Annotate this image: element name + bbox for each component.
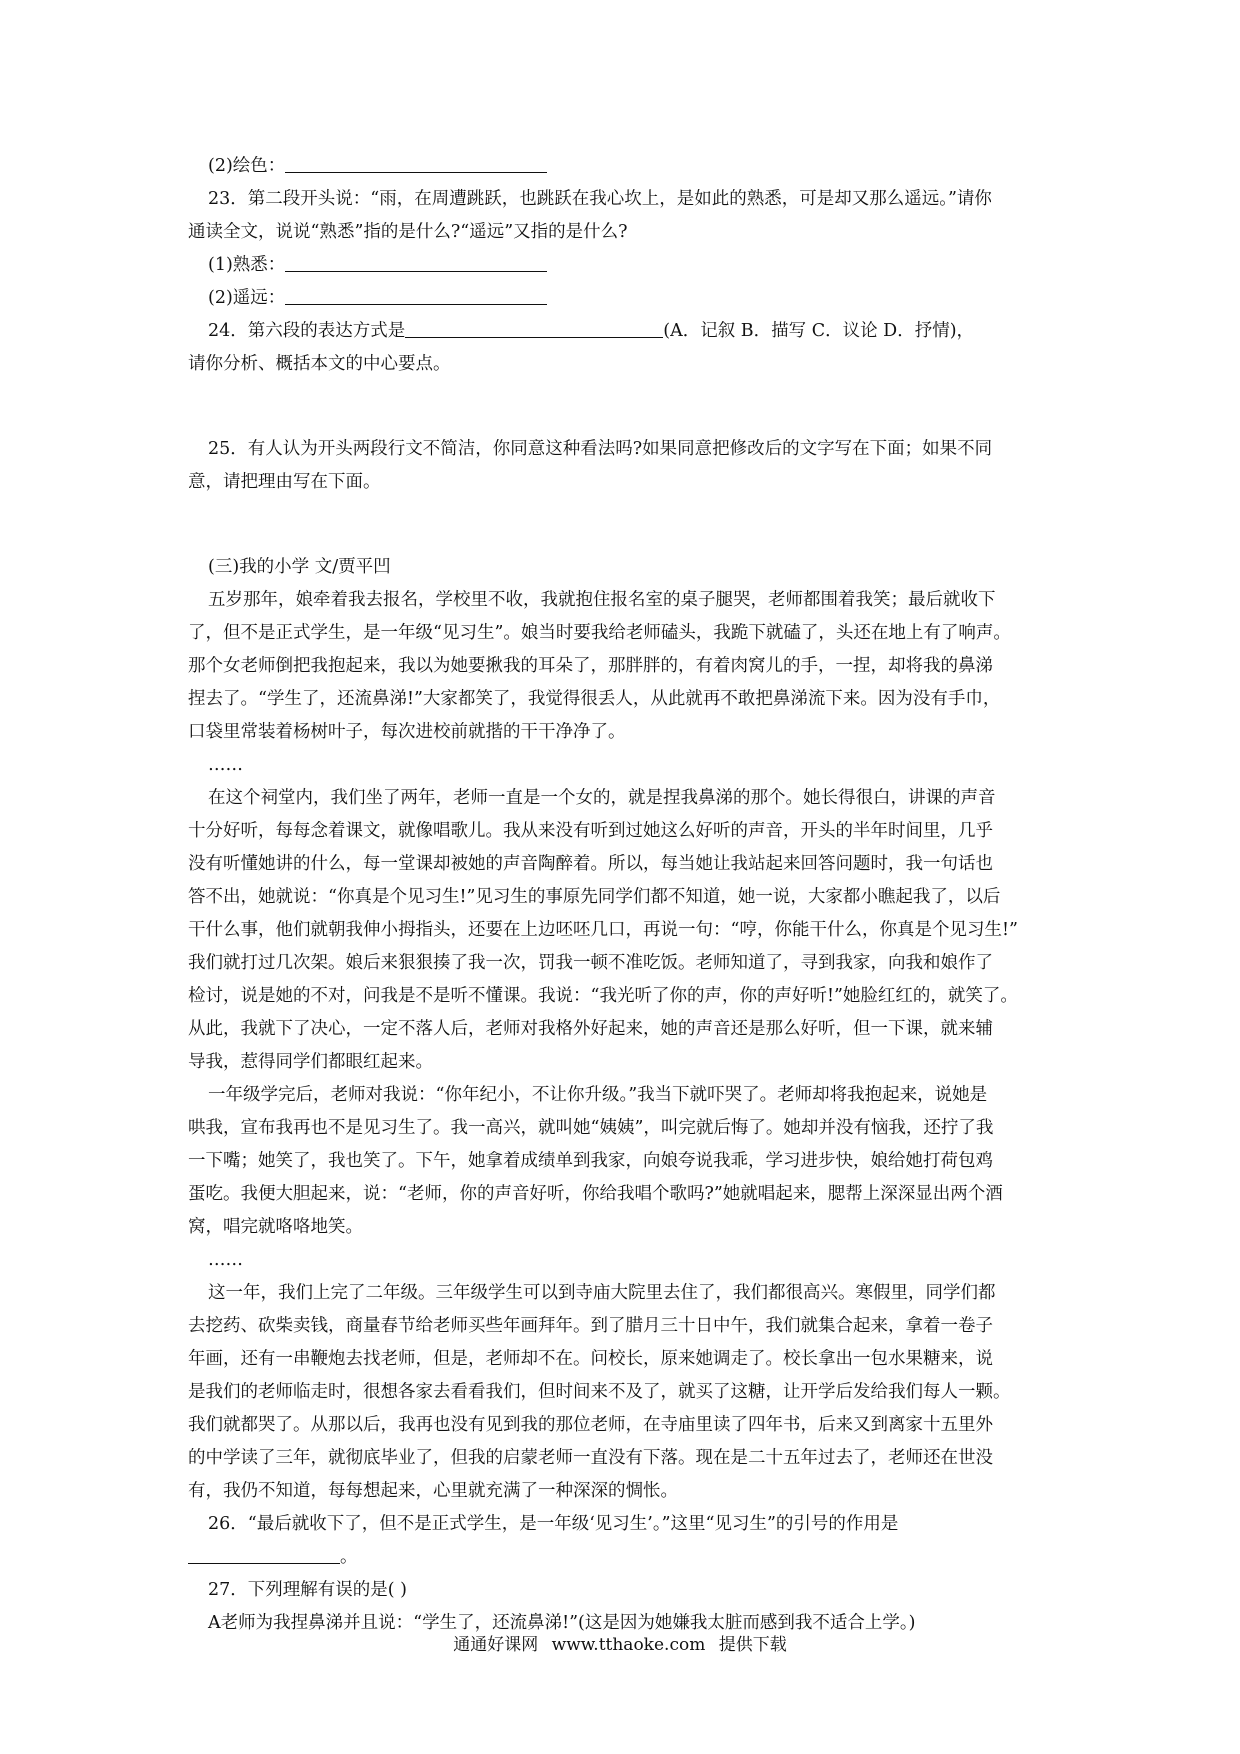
passage-line: 口袋里常装着杨树叶子，每次进校前就揩的干干净净了。 xyxy=(188,722,626,742)
passage-line: 去挖药、砍柴卖钱，商量春节给老师买些年画拜年。到了腊月三十日中午，我们就集合起来，拿着一卷子 xyxy=(188,1316,993,1336)
passage-line: 是我们的老师临走时，很想各家去看看我们，但时间来不及了，就买了这糖，让开学后发给我们每人一颗。 xyxy=(188,1382,1011,1402)
q24-options: (A．记叙 B．描写 C．议论 D．抒情)， xyxy=(663,321,975,341)
q27-option-a: A老师为我捏鼻涕并且说：“学生了，还流鼻涕!”(这是因为她嫌我太脏而感到我不适合上学。) xyxy=(208,1613,916,1633)
passage-line: 窝，唱完就咯咯地笑。 xyxy=(188,1217,363,1237)
passage-line: 捏去了。“学生了，还流鼻涕!”大家都笑了，我觉得很丢人，从此就再不敢把鼻涕流下来。因为没有手巾， xyxy=(188,689,1001,709)
q23-item2-label: (2)遥远： xyxy=(208,288,286,308)
worksheet-page xyxy=(188,150,1056,1640)
q26-line2 xyxy=(188,1541,1056,1574)
passage-line: 干什么事，他们就朝我伸小拇指头，还要在上边呸呸几口，再说一句：“哼，你能干什么，你真是个见习生!” xyxy=(188,920,1018,940)
passage-line: 检讨，说是她的不对，问我是不是听不懂课。我说：“我光听了你的声，你的声好听!”她脸红红的，就笑了。 xyxy=(188,986,1018,1006)
passage-line: 从此，我就下了决心，一定不落人后，老师对我格外好起来，她的声音还是那么好听，但一下课，就来辅 xyxy=(188,1019,993,1039)
q27-line1: 27．下列理解有误的是( ) xyxy=(208,1580,407,1600)
passage-line: 在这个祠堂内，我们坐了两年，老师一直是一个女的，就是捏我鼻涕的那个。她长得很白，讲课的声音 xyxy=(208,788,996,808)
q23-item1 xyxy=(188,249,1056,282)
passage-line: 蛋吃。我便大胆起来，说：“老师，你的声音好听，你给我唱个歌吗?”她就唱起来，腮帮上深深显出两个酒 xyxy=(188,1184,1003,1204)
passage-line: 的中学读了三年，就彻底毕业了，但我的启蒙老师一直没有下落。现在是二十五年过去了，老师还在世没 xyxy=(188,1448,993,1468)
passage-line: 哄我，宣布我再也不是见习生了。我一高兴，就叫她“姨姨”，叫完就后悔了。她却并没有恼我，还拧了我 xyxy=(188,1118,994,1138)
answer-blank[interactable] xyxy=(285,251,547,272)
passage-line: 一年级学完后，老师对我说：“你年纪小，不让你升级。”我当下就吓哭了。老师却将我抱起来，说她是 xyxy=(208,1085,988,1105)
passage-line: 我们就打过几次架。娘后来狠狠揍了我一次，罚我一顿不准吃饭。老师知道了，寻到我家，向我和娘作了 xyxy=(188,953,993,973)
page-footer xyxy=(0,1630,1240,1655)
footer-note: 提供下载 xyxy=(718,1635,787,1655)
q25-line2: 意，请把理由写在下面。 xyxy=(188,472,381,492)
passage-line: 那个女老师倒把我抱起来，我以为她要揪我的耳朵了，那胖胖的，有着肉窝儿的手，一捏，却将我的鼻涕 xyxy=(188,656,993,676)
q23-line1: 23．第二段开头说：“雨，在周遭跳跃，也跳跃在我心坎上，是如此的熟悉，可是却又那么遥远。”请你 xyxy=(208,189,992,209)
q22-item2-label: (2)绘色： xyxy=(208,156,286,176)
q25-line1: 25．有人认为开头两段行文不简洁，你同意这种看法吗?如果同意把修改后的文字写在下面；如果不同 xyxy=(208,439,993,459)
passage-paragraph-1 xyxy=(188,584,1056,749)
passage-line: 了，但不是正式学生，是一年级“见习生”。娘当时要我给老师磕头，我跪下就磕了，头还在地上有了响声。 xyxy=(188,623,1011,643)
passage-line: 五岁那年，娘牵着我去报名，学校里不收，我就抱住报名室的桌子腿哭，老师都围着我笑；最后就收下 xyxy=(208,590,996,610)
footer-url[interactable]: www.tthaoke.com xyxy=(551,1635,706,1655)
answer-blank[interactable] xyxy=(285,284,547,305)
ellipsis: …… xyxy=(208,1250,243,1270)
passage-line: 没有听懂她讲的什么，每一堂课却被她的声音陶醉着。所以，每当她让我站起来回答问题时，我一句话也 xyxy=(188,854,993,874)
q26-end: 。 xyxy=(340,1547,358,1567)
passage-line: 答不出，她就说：“你真是个见习生!”见习生的事原先同学们都不知道，她一说，大家都小瞧起我了，以后 xyxy=(188,887,1001,907)
passage-line: 导我，惹得同学们都眼红起来。 xyxy=(188,1052,433,1072)
passage-line: 我们就都哭了。从那以后，我再也没有见到我的那位老师，在寺庙里读了四年书，后来又到离家十五里外 xyxy=(188,1415,993,1435)
q24-line1 xyxy=(188,315,1056,348)
q22-item2 xyxy=(188,150,1056,183)
passage-line: 有，我仍不知道，每每想起来，心里就充满了一种深深的惆怅。 xyxy=(188,1481,678,1501)
answer-blank[interactable] xyxy=(188,1543,340,1564)
answer-space xyxy=(188,381,1056,433)
q24-line2: 请你分析、概括本文的中心要点。 xyxy=(188,354,451,374)
passage-line: 十分好听，每每念着课文，就像唱歌儿。我从来没有听到过她这么好听的声音，开头的半年时间里，几乎 xyxy=(188,821,993,841)
q23-item1-label: (1)熟悉： xyxy=(208,255,286,275)
q26-line1: 26．“最后就收下了，但不是正式学生，是一年级‘见习生’。”这里“见习生”的引号的作用是 xyxy=(208,1514,899,1534)
passage-paragraph-4 xyxy=(188,1277,1056,1508)
q23-item2 xyxy=(188,282,1056,315)
answer-blank[interactable] xyxy=(285,152,547,173)
footer-site-name: 通通好课网 xyxy=(453,1635,539,1655)
answer-blank[interactable] xyxy=(405,317,663,338)
passage-line: 一下嘴；她笑了，我也笑了。下午，她拿着成绩单到我家，向娘夸说我乖，学习进步快，娘给她打荷包鸡 xyxy=(188,1151,993,1171)
answer-space xyxy=(188,499,1056,551)
q23-line2: 通读全文，说说“熟悉”指的是什么?“遥远”又指的是什么? xyxy=(188,222,628,242)
passage-line: 年画，还有一串鞭炮去找老师，但是，老师却不在。问校长，原来她调走了。校长拿出一包水果糖来，说 xyxy=(188,1349,993,1369)
passage-paragraph-2 xyxy=(188,782,1056,1079)
passage-paragraph-3 xyxy=(188,1079,1056,1244)
q24-prefix: 24．第六段的表达方式是 xyxy=(208,321,406,341)
section3-heading: (三)我的小学 文/贾平凹 xyxy=(208,557,391,577)
passage-line: 这一年，我们上完了二年级。三年级学生可以到寺庙大院里去住了，我们都很高兴。寒假里，同学们都 xyxy=(208,1283,996,1303)
ellipsis: …… xyxy=(208,755,243,775)
